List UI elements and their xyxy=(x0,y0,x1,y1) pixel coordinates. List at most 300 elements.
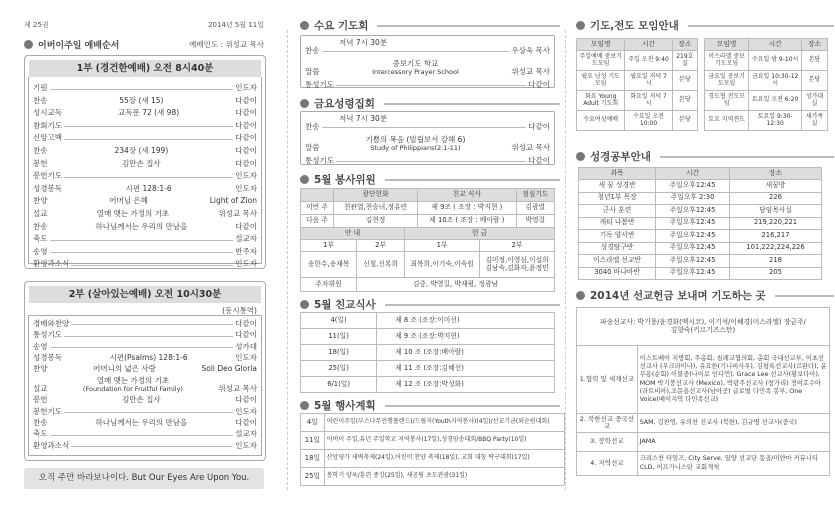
program-row xyxy=(29,79,261,92)
bible-header: 장소 xyxy=(729,168,821,180)
header-line xyxy=(24,20,264,30)
vol-cell: 송한수,송재복 xyxy=(301,252,357,278)
bible-cell: 기독 양서반 xyxy=(579,230,656,243)
program-row xyxy=(29,192,261,205)
fri-title: 금요성령집회 xyxy=(314,98,375,110)
dotted-leader xyxy=(50,89,234,90)
mission-cell: 4. 지역선교 xyxy=(577,452,638,476)
bible-cell: 담임목사실 xyxy=(729,205,821,218)
program-item-person: 다같이 xyxy=(235,146,257,156)
vol-subheader: 2부 xyxy=(480,240,555,252)
program-item-label: 찬송 xyxy=(33,418,48,428)
bible-cell: 청년1부 목장 xyxy=(579,192,656,205)
program-item-label: 찬양 xyxy=(33,364,48,374)
mission-cell: 크리스찬 타임즈, City Serve, 일양 선교단 몽골/미얀마 커뮤니티 CLD, 어프가니스탄 교회개척 xyxy=(637,452,829,476)
prayer-header: 모임명 xyxy=(577,39,625,51)
program-row xyxy=(29,339,261,350)
program-row xyxy=(301,130,554,151)
dotted-leader xyxy=(322,127,527,128)
program-item-person: 위성교 목사 xyxy=(511,66,550,76)
program-row xyxy=(29,230,261,243)
bible-table xyxy=(578,167,822,280)
program-row xyxy=(29,404,261,415)
program-item-detail xyxy=(320,136,512,151)
prayer-cell: 본당 xyxy=(802,51,828,71)
program-item-person: 다같이 xyxy=(235,133,257,143)
program-item-label: 봉헌 xyxy=(33,395,48,405)
program-item-detail-text: 김만손 집사 xyxy=(122,395,161,405)
bible-title: 성경공부안내 xyxy=(590,151,651,163)
program-item-detail xyxy=(48,160,236,168)
program-item-person: 다같이 xyxy=(235,108,257,118)
column-divider xyxy=(287,30,288,490)
program-item-detail-text: 55장 (새 15) xyxy=(119,95,164,105)
dotted-leader xyxy=(50,240,234,241)
bullet-icon xyxy=(576,291,585,300)
program-row xyxy=(301,75,554,88)
prayer-cell: 본당 xyxy=(672,91,697,111)
program-row xyxy=(29,350,261,361)
second-service-box xyxy=(24,281,266,461)
bible-header: 시간 xyxy=(656,168,730,180)
event-cell: 봉학기 양육/훈련 종강(25일), 새공팀 초도관광(31일) xyxy=(324,468,564,486)
program-item-detail-text: 교독문 72 (새 98) xyxy=(118,108,180,118)
dotted-leader xyxy=(71,446,233,447)
program-item-label: 성시교독 xyxy=(33,108,62,118)
program-item-label: 통성기도 xyxy=(305,155,334,165)
prayer-cell: 본당 xyxy=(802,71,828,91)
wed-time: 저녁 7시 30분 xyxy=(339,38,388,47)
prayer-cell: 월요 남성 기도 모임 xyxy=(577,71,625,91)
mission-cell: 2. 북한선교 중국선교 xyxy=(577,414,638,433)
dotted-leader xyxy=(71,265,233,266)
program-item-label: 통성기도 xyxy=(305,79,334,89)
program-item-detail-text: 시편 128:1-6 xyxy=(125,183,172,193)
vol-cell-line: 김남숙,김화자,윤정민 xyxy=(485,263,549,272)
program-item-person: 성가대 xyxy=(235,341,257,351)
mission-missionaries: 파송선교사: 박기풍/윤경화(멕시코), 이기석/이혜경(이스라엘) 장금주/김향숙(키르기즈스탄) xyxy=(577,308,830,346)
fellowship-cell: 25(일) xyxy=(301,361,377,377)
events-title: 5월 행사계획 xyxy=(314,400,376,412)
program-row xyxy=(29,155,261,168)
fellowship-cell: 제 10 조 (조장:배아람) xyxy=(377,345,555,361)
prayer-header: 시간 xyxy=(625,39,672,51)
program-row xyxy=(301,41,554,54)
program-item-detail-text: 어머니의 넓은 사랑 xyxy=(93,364,156,374)
program-row xyxy=(29,392,261,403)
program-item-label: 봉헌 xyxy=(33,158,48,168)
fellowship-table xyxy=(300,312,555,393)
program-item-detail xyxy=(62,354,235,362)
program-item-person: 인도자 xyxy=(235,406,257,416)
program-item-person: 다같이 xyxy=(235,330,257,340)
bible-cell: 주일오후12:45 xyxy=(656,255,730,268)
program-item-label: 찬송 xyxy=(33,95,48,105)
vol-subheader: 1부 xyxy=(301,240,357,252)
program-row xyxy=(29,243,261,256)
bible-cell: 3040 바나바반 xyxy=(579,267,656,280)
mission-cell: SAM, 김찬영, 유의찬 선교사 (북한), 김규병 선교사(중국) xyxy=(637,414,829,433)
events-title-bar xyxy=(300,398,560,413)
prayer-cell: 토요 지역전도 xyxy=(705,111,749,131)
program-row xyxy=(29,316,261,327)
program-item-detail xyxy=(48,97,236,105)
program-item-label: 경배와찬양 xyxy=(33,318,70,328)
bible-cell: 주일오후12:45 xyxy=(656,180,730,193)
dotted-leader xyxy=(71,324,233,325)
vol-cell: 주차위원 xyxy=(301,278,357,292)
prayer-table-right xyxy=(704,38,828,131)
fellowship-cell: 제 11 조 (조장:김혜선) xyxy=(377,361,555,377)
bible-cell: 101,222,224,226 xyxy=(729,242,821,255)
program-item-detail xyxy=(62,185,235,193)
prayer-cell: 금요일 10:30-12시 xyxy=(749,71,802,91)
fellowship-cell: 6/1(일) xyxy=(301,377,377,393)
mission-cell: 1.협력 및 세계선교 xyxy=(577,346,638,414)
program-item-person: 반주자 xyxy=(235,246,257,256)
program-item-person: 다같이 xyxy=(528,155,550,165)
vol-cell: 신철,신록희 xyxy=(357,252,405,278)
fellowship-cell: 4(일) xyxy=(301,313,377,329)
vol-cell: 김중, 박영길, 박재평, 정광남 xyxy=(357,278,555,292)
fellowship-cell: 제 12 조 (조장:박성화) xyxy=(377,377,555,393)
bible-title-bar xyxy=(576,149,834,164)
program-item-person: 위성교 목사 xyxy=(218,209,257,219)
dotted-leader xyxy=(64,126,233,127)
dotted-leader xyxy=(50,435,234,436)
program-item-detail xyxy=(48,223,236,231)
mission-cell: 3. 장학선교 xyxy=(577,433,638,452)
column-divider xyxy=(565,30,566,490)
vol-cell: 최복희,이기숙,이숙원 xyxy=(405,252,480,278)
program-row xyxy=(29,142,261,155)
prayer-cell: 금요일 중보기도모임 xyxy=(705,71,749,91)
program-row xyxy=(301,54,554,75)
program-item-label: 통성기도 xyxy=(33,330,62,340)
vol-header: 친교 식사 xyxy=(418,189,517,202)
vol-cell: 천관열,천승녀,정유빈 xyxy=(334,202,418,215)
bullet-icon xyxy=(300,401,309,410)
program-item-person: 인도자 xyxy=(235,171,257,181)
prayer-header: 모임명 xyxy=(705,39,749,51)
program-item-person: 인도자 xyxy=(235,259,257,269)
program-item-detail xyxy=(48,147,236,155)
program-item-person: 다같이 xyxy=(235,318,257,328)
bible-cell: 새 꿈 성경반 xyxy=(579,180,656,193)
fellowship-title-bar xyxy=(300,297,560,312)
prayer-cell: 수요여성예배 xyxy=(577,111,625,131)
fellowship-title: 5월 친교식사 xyxy=(314,299,376,311)
volunteers-title-bar xyxy=(300,172,560,187)
events-table xyxy=(300,413,565,486)
program-item-person: 위성교 목사 xyxy=(218,383,257,393)
fri-title-bar xyxy=(300,96,560,111)
program-row xyxy=(29,327,261,338)
prayer-table-left xyxy=(576,38,698,131)
column-worship xyxy=(0,0,287,507)
prayer-cell: 본당 xyxy=(672,111,697,131)
prayer-header: 장소 xyxy=(672,39,697,51)
bible-cell: 주일오후12:45 xyxy=(656,267,730,280)
program-item-detail xyxy=(48,377,219,392)
prayer-cell: 경도협 전도모임 xyxy=(705,91,749,111)
program-item-person: 다같이 xyxy=(235,221,257,231)
program-item-detail-text: 시편(Psalms) 128:1-6 xyxy=(109,353,188,363)
vol-cell: 김현정 xyxy=(334,215,418,228)
column-info xyxy=(568,0,835,507)
program-item-person: 다같이 xyxy=(235,95,257,105)
event-cell: 25일 xyxy=(301,468,325,486)
vol-cell: 다음 주 xyxy=(301,215,334,228)
vol-header: 광단헌화 xyxy=(334,189,418,202)
program-item-label: 신앙고백 xyxy=(33,133,62,143)
program-row xyxy=(29,255,261,268)
bible-cell: 주일오후12:45 xyxy=(656,217,730,230)
program-item-person: 인도자 xyxy=(235,440,257,450)
prayer-cell: 월요일 저녁 7시 xyxy=(625,71,672,91)
footer-banner: 오직 주만 바라보나이다. But Our Eyes Are Upon You. xyxy=(24,468,264,489)
program-row xyxy=(29,218,261,231)
program-item-detail xyxy=(48,210,219,218)
vol-header: 헌 금 xyxy=(405,228,555,240)
program-item-person: 다같이 xyxy=(528,79,550,89)
bible-cell: 이스라엘 선교반 xyxy=(579,255,656,268)
bullet-icon xyxy=(300,99,309,108)
event-cell: 18일 xyxy=(301,450,325,468)
program-item-person: 인도자 xyxy=(235,183,257,193)
program-item-detail xyxy=(62,109,235,117)
program-row xyxy=(29,427,261,438)
program-item-label: 찬송 xyxy=(33,221,48,231)
event-cell: 4일 xyxy=(301,414,325,432)
program-item-label: 봉헌기도 xyxy=(33,406,62,416)
volunteers-title: 5월 봉사위원 xyxy=(314,174,376,186)
prayer-title-bar xyxy=(576,18,834,33)
program-item-detail-text: 열매 맺는 가정의 기초 xyxy=(96,209,170,219)
bullet-icon xyxy=(300,300,309,309)
second-service-list xyxy=(28,315,262,456)
program-item-label: 환영과소식 xyxy=(33,440,70,450)
mission-cell: JAMA xyxy=(637,433,829,452)
fellowship-cell: 18(일) xyxy=(301,345,377,361)
vol-cell: 김광열 xyxy=(516,202,554,215)
program-item-label: 말씀 xyxy=(305,142,320,152)
event-cell: 어린이주일(부스나무언행플랜드)/드림지(Youth지역봉사)(4일)/선교기금(외순원대회) xyxy=(324,414,564,432)
program-row xyxy=(29,129,261,142)
program-row xyxy=(29,415,261,426)
first-service-title: 1부 (경건한예배) 오전 8시40분 xyxy=(29,60,261,77)
bible-cell: 주일오후12:45 xyxy=(656,205,730,218)
bible-cell: 219,220,221 xyxy=(729,217,821,230)
event-cell: 산앙영가 새벽축제(24일),어린이 찬양 축제(18일), 교회 대항 탁구대회(17일) xyxy=(324,450,564,468)
volunteers-table xyxy=(300,188,555,292)
service-title: 어버이주일 예배순서 xyxy=(38,41,120,51)
program-item-detail-sub: Intercessory Prayer School xyxy=(372,67,459,76)
column-schedule xyxy=(290,0,562,507)
program-item-person: 설교자 xyxy=(235,234,257,244)
program-item-label: 성경봉독 xyxy=(33,183,62,193)
program-item-person: 우상욱 목사 xyxy=(511,45,550,55)
prayer-cell: 화요일 저녁 7시 xyxy=(625,91,672,111)
dotted-leader xyxy=(64,412,233,413)
bible-cell: 218 xyxy=(729,255,821,268)
prayer-header: 시간 xyxy=(749,39,802,51)
fri-time: 저녁 7시 30분 xyxy=(339,114,388,123)
vol-subheader: 2부 xyxy=(357,240,405,252)
vol-header: 안 내 xyxy=(301,228,405,240)
prayer-title: 기도,전도 모임안내 xyxy=(590,20,679,32)
bible-cell: 216,217 xyxy=(729,230,821,243)
bullet-icon xyxy=(300,21,309,30)
dotted-leader xyxy=(50,347,234,348)
dotted-leader xyxy=(336,85,526,86)
program-item-label: 찬송 xyxy=(305,121,320,131)
fri-list xyxy=(301,117,554,164)
program-item-label: 설교 xyxy=(33,209,48,219)
bullet-icon xyxy=(300,175,309,184)
program-item-detail-text: 234장 (새 199) xyxy=(114,146,169,156)
issue-number: 제 25권 xyxy=(24,21,49,29)
program-item-person: 설교자 xyxy=(235,429,257,439)
bible-header: 과목 xyxy=(579,168,656,180)
mission-cell: 이스트베이 지방회, 주총회, 침례교협의회, 총회 국내선교부, 이초선선교사 (우크라이나), 유요한(기니비사우), 김평록선교사(르완다), 윤무용(순회) 이불중(나이로 인디언), Grace Lee 선교사(황보다아), MOM 박기풍선교사 (Mexico), 박광주선교사 (창가리) 정여호수아(라트비아),조문용선교사(남아공) 글로벌 다민족 봉부, One Voice(베이지역 다민족선교) xyxy=(637,346,829,414)
fellowship-cell: 11(일) xyxy=(301,329,377,345)
program-item-person: 다같이 xyxy=(235,418,257,428)
program-item-label: 찬송 xyxy=(33,146,48,156)
prayer-cell: 화요 Young Adult 기도회 xyxy=(577,91,625,111)
program-item-person: 다같이 xyxy=(235,158,257,168)
program-item-label: 환영과소식 xyxy=(33,259,70,269)
vol-cell: 이번 주 xyxy=(301,202,334,215)
issue-date: 2014년 5월 11일 xyxy=(208,21,264,29)
program-item-detail xyxy=(48,365,202,373)
prayer-cell: 토요일 오전 6:20 xyxy=(749,91,802,111)
bible-cell: 성경탐구반 xyxy=(579,242,656,255)
vol-cell-line: 김미정,이영심,이설희 xyxy=(485,255,549,264)
prayer-cell: 성가대실 xyxy=(802,91,828,111)
prayer-header: 장소 xyxy=(802,39,828,51)
program-item-person: 위성교 목사 xyxy=(511,142,550,152)
program-item-label: 축도 xyxy=(33,234,48,244)
prayer-cell: 수요일 밤 9-10시 xyxy=(749,51,802,71)
program-item-detail-text: 열매 맺는 가정의 기초 xyxy=(96,376,170,386)
mission-title-bar xyxy=(576,288,834,303)
bible-cell: 새꿈방 xyxy=(729,180,821,193)
program-item-detail-text: 하나님께서는 우리의 만남을 xyxy=(95,418,188,428)
prayer-cell: 219호실 xyxy=(672,51,697,71)
wed-box xyxy=(300,35,555,88)
first-service-box xyxy=(24,55,266,269)
program-item-label: 송영 xyxy=(33,246,48,256)
program-item-person: Soli Deo Gloria xyxy=(201,364,257,374)
program-item-label: 참회기도 xyxy=(33,120,62,130)
program-item-label: 송영 xyxy=(33,341,48,351)
program-item-label: 찬양 xyxy=(33,196,48,206)
program-item-detail-text: 기쁨의 복음 (빌립보서 강해 6) xyxy=(365,135,466,144)
program-row xyxy=(29,92,261,105)
program-item-person: 인도자 xyxy=(235,353,257,363)
program-row xyxy=(29,180,261,193)
prayer-cell: 주일 오전 9:40 xyxy=(625,51,672,71)
program-item-detail xyxy=(48,396,236,404)
program-row xyxy=(29,104,261,117)
program-item-detail xyxy=(48,419,236,427)
fri-box xyxy=(300,111,555,165)
program-item-person: Light of Zion xyxy=(209,196,257,206)
bible-cell: 226 xyxy=(729,192,821,205)
bullet-icon xyxy=(576,152,585,161)
program-item-person: 인도자 xyxy=(235,83,257,93)
program-row xyxy=(29,117,261,130)
program-item-detail-text: 중보기도 학교 xyxy=(392,59,439,68)
program-item-detail-sub: Study of Philippians(2:1-11) xyxy=(370,143,461,152)
dotted-leader xyxy=(50,252,234,253)
vol-cell: 제 9조 ( 조장 : 박지현 ) xyxy=(418,202,517,215)
prayer-cell: 수요일 오전 10:00 xyxy=(625,111,672,131)
program-item-label: 말씀 xyxy=(305,66,320,76)
prayer-cell: 새가족실 xyxy=(802,111,828,131)
dotted-leader xyxy=(322,51,510,52)
second-service-title: 2부 (살아있는예배) 오전 10시30분 xyxy=(29,286,261,303)
prayer-cell: 토요일 9:30-12:30 xyxy=(749,111,802,131)
program-item-person: 다같이 xyxy=(235,120,257,130)
program-row xyxy=(29,438,261,449)
program-row xyxy=(29,373,261,392)
program-item-person: 다같이 xyxy=(235,395,257,405)
dotted-leader xyxy=(64,177,233,178)
program-item-label: 설교 xyxy=(33,383,48,393)
program-item-detail-sub: (Foundation for Fruitful Family) xyxy=(82,384,183,393)
dotted-leader xyxy=(64,336,233,337)
bible-cell: 주일오후 2:30 xyxy=(656,192,730,205)
program-item-person: 다같이 xyxy=(528,121,550,131)
program-item-detail xyxy=(48,197,210,205)
program-item-label: 기원 xyxy=(33,83,48,93)
program-row xyxy=(301,117,554,130)
vol-cell xyxy=(480,252,555,278)
wed-list xyxy=(301,41,554,88)
fellowship-cell: 제 8 조 (조장:이미선) xyxy=(377,313,555,329)
dotted-leader xyxy=(336,161,526,162)
program-item-label: 봉헌기도 xyxy=(33,171,62,181)
prayer-cell: 본당 xyxy=(672,71,697,91)
event-cell: 어버이 주일,유년 주일학교 지역봉사(17일),성경암송대회/BBQ Party(10일) xyxy=(324,432,564,450)
bible-cell: 205 xyxy=(729,267,821,280)
dotted-leader xyxy=(64,139,233,140)
interpretation-note: (동시통역) xyxy=(222,306,257,315)
program-item-label: 축도 xyxy=(33,429,48,439)
program-row xyxy=(29,205,261,218)
program-item-detail-text: 어머님 은혜 xyxy=(109,196,148,206)
program-item-detail-text: 김만손 집사 xyxy=(122,158,161,168)
service-leader: 예배인도 : 위성교 목사 xyxy=(189,40,264,49)
mission-title: 2014년 선교헌금 보내며 기도하는 곳 xyxy=(590,290,766,302)
program-item-detail xyxy=(320,60,512,75)
bullet-icon xyxy=(24,40,33,49)
program-row xyxy=(301,151,554,164)
program-item-label: 찬송 xyxy=(305,45,320,55)
wed-title: 수요 기도회 xyxy=(314,20,369,32)
bible-cell: 주일오후12:45 xyxy=(656,230,730,243)
wed-title-bar xyxy=(300,18,560,33)
bible-cell: 군사 훈련 xyxy=(579,205,656,218)
program-row xyxy=(29,167,261,180)
vol-subheader: 1부 xyxy=(405,240,480,252)
prayer-cell: 주일예배 중보기도모임 xyxy=(577,51,625,71)
event-cell: 11일 xyxy=(301,432,325,450)
program-row xyxy=(29,362,261,373)
bible-cell: 주일오후12:45 xyxy=(656,242,730,255)
